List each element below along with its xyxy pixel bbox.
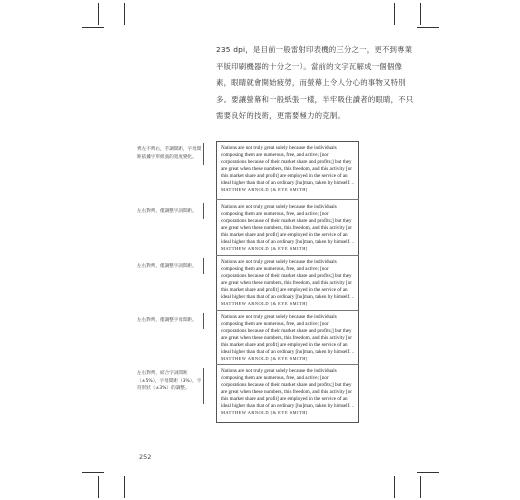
side-bar <box>203 203 204 219</box>
crop-mark <box>417 27 439 28</box>
side-bar <box>203 313 204 329</box>
text-sample <box>221 259 355 308</box>
sample-body: Nations are not truly great solely because the individuals composing them are numerous, free, and active; [nor corporations because of their market share and profits;] but they are great when these numbers, this freedom, and this activity [or this market share and profit] are employed in the service of an ideal higher than that of an ordinary [hu]man, taken by himself. <box>221 314 352 355</box>
side-note: 齊左不齊右，手調間距，字母間距依據字形紙張的寬度變化。 <box>137 147 202 160</box>
sample-attribution: – MATTHEW ARNOLD [& EYE SMITH] <box>221 179 355 192</box>
crop-mark <box>124 3 125 25</box>
sample-divider <box>216 310 359 311</box>
sample-body: Nations are not truly great solely because the individuals composing them are numerous, free, and active; [nor corporations because of their market share and profits;] but they are great when these numbers, this freedom, and this activity [or this market share and profit] are employed in the service of an ideal higher than that of an ordinary [hu]man, taken by himself. <box>221 204 352 245</box>
side-bar <box>203 368 204 404</box>
side-note: 左右對齊，僅調整字詞間距。 <box>137 209 197 214</box>
sample-divider <box>216 255 359 256</box>
side-note: 左右對齊，僅調整字母間距。 <box>137 318 197 323</box>
crop-mark <box>82 472 104 473</box>
sample-attribution: – MATTHEW ARNOLD [& EYE SMITH] <box>221 348 355 361</box>
crop-mark <box>420 476 421 498</box>
sample-attribution: – MATTHEW ARNOLD [& EYE SMITH] <box>221 238 355 251</box>
crop-mark <box>98 476 99 498</box>
text-sample <box>221 314 355 363</box>
crop-mark <box>82 27 104 28</box>
text-sample <box>221 204 355 253</box>
sample-divider <box>216 364 359 365</box>
crop-mark <box>420 3 421 25</box>
side-bar <box>203 258 204 274</box>
sample-body: Nations are not truly great solely because the individuals composing them are numerous, free, and active; [nor corporations because of their market share and profits;] but they are great when these numbers, this freedom, and this activity [or this market share and profit] are employed in the service of an ideal higher than that of an ordinary [hu]man, taken by himself. <box>221 259 352 300</box>
page-number: 252 <box>139 453 152 461</box>
sample-attribution: – MATTHEW ARNOLD [& EYE SMITH] <box>221 402 355 415</box>
side-note: 左右對齊，僅調整字詞間距。 <box>137 264 197 269</box>
side-note: 左右對齊，結合字詞間距（±5%），字母間距（3%），字符形狀（±3%）的調整。 <box>137 371 202 392</box>
side-bar <box>203 143 204 165</box>
crop-mark <box>394 476 395 498</box>
text-sample <box>221 145 355 194</box>
text-sample <box>221 368 355 417</box>
crop-mark <box>124 476 125 498</box>
sample-attribution: – MATTHEW ARNOLD [& EYE SMITH] <box>221 293 355 306</box>
sample-body: Nations are not truly great solely because the individuals composing them are numerous, free, and active; [nor corporations because of their market share and profits;] but they are great when these numbers, this freedom, and this activity [or this market share and profit] are employed in the service of an ideal higher than that of an ordinary [hu]man, taken by himself. <box>221 368 352 409</box>
crop-mark <box>417 472 439 473</box>
crop-mark <box>98 3 99 25</box>
sample-divider <box>216 199 359 200</box>
crop-mark <box>394 3 395 25</box>
intro-paragraph: 235 dpi，是目前一般雷射印表機的三分之一，更不到專業平版印刷機器的十分之一）。當前的文字瓦解成一個個像素，眼睛就會開始疲勞，而螢幕上令人分心的事物又特別多。要讓螢幕和一般紙張一樣，半牢吸住讀者的眼睛，不只需要良好的技術，更需要極力的克制。 <box>216 45 414 120</box>
sample-body: Nations are not truly great solely because the individuals composing them are numerous, free, and active; [nor corporations because of their market share and profits;] but they are great when these numbers, this freedom, and this activity [or this market share and profit] are employed in the service of an ideal higher than that of an ordinary [hu]man, taken by himself. <box>221 145 352 186</box>
